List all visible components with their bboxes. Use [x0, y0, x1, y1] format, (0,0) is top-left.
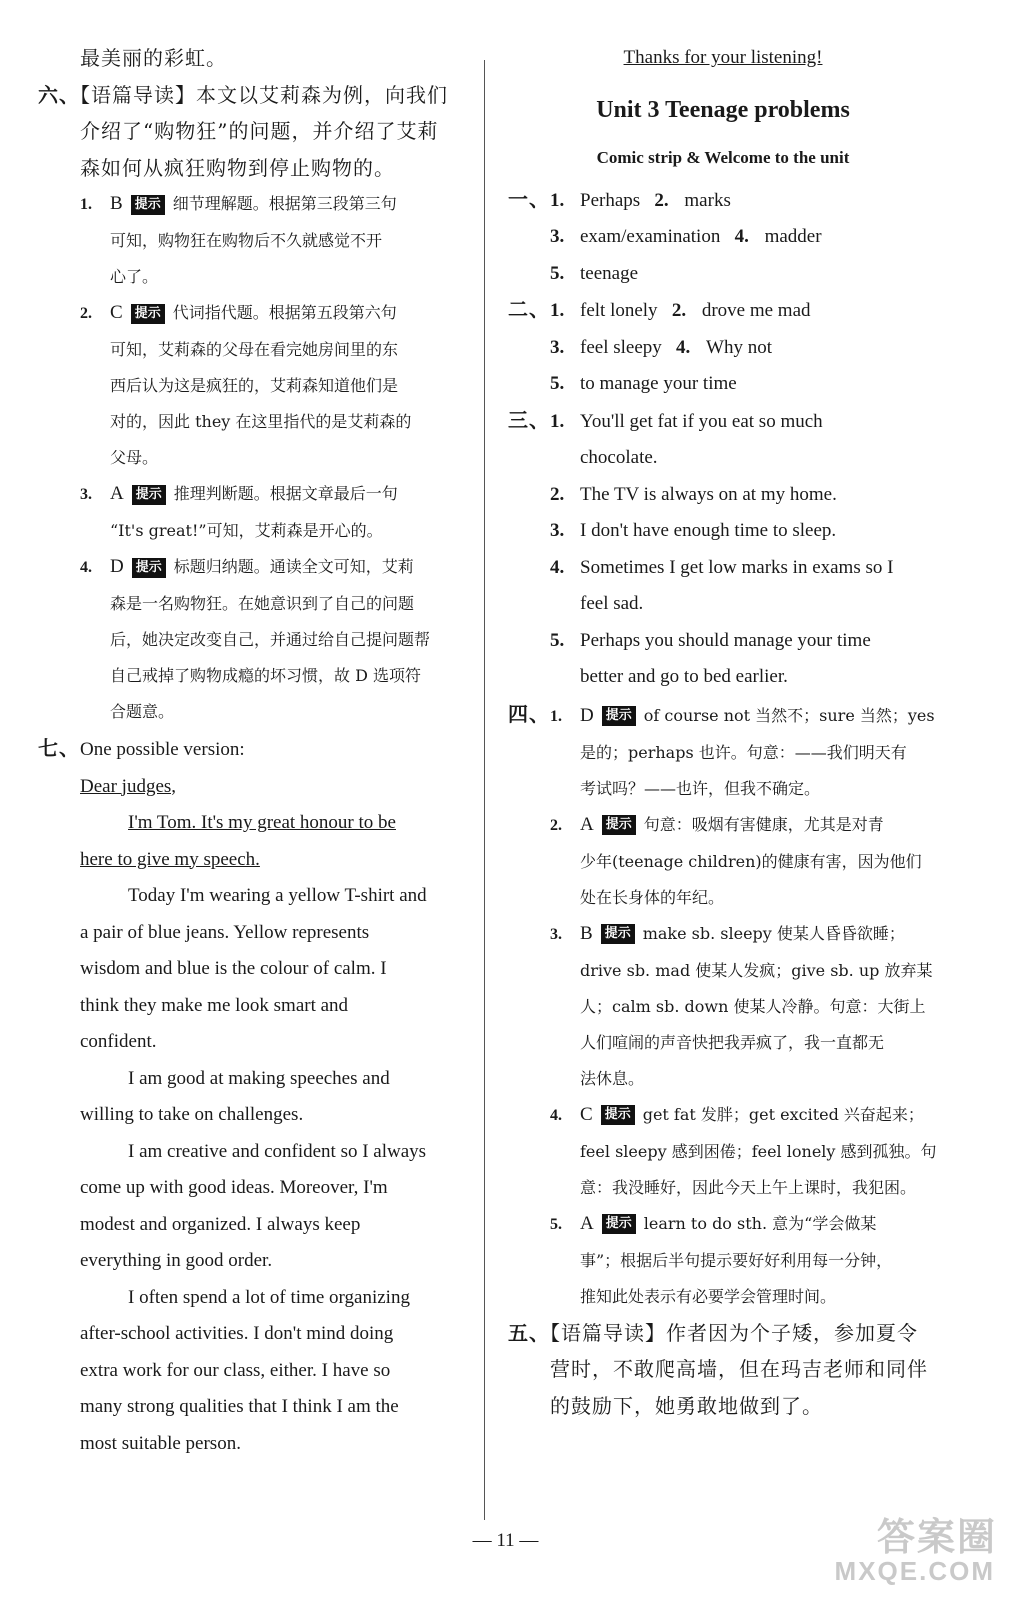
essay-line: willing to take on challenges.	[80, 1104, 304, 1125]
hint-badge: 提示	[131, 304, 165, 324]
left-column	[38, 40, 478, 1462]
essay-line: I'm Tom. It's my great honour to be	[128, 812, 396, 833]
section-3-row	[508, 403, 938, 441]
section-4-q1	[508, 696, 938, 735]
question-number: 3.	[550, 336, 565, 358]
essay-line: after-school activities. I don't mind doing	[80, 1323, 394, 1344]
hint-badge: 提示	[602, 1214, 636, 1234]
answer: drove me mad	[701, 300, 811, 321]
question-1	[38, 186, 478, 223]
section-number: 六、	[38, 82, 80, 107]
section-5	[508, 1315, 938, 1352]
section-3-row	[508, 513, 938, 550]
essay-greeting: Dear judges,	[80, 775, 177, 797]
essay-line: wisdom and blue is the colour of calm. I	[80, 958, 387, 979]
answer: Perhaps you should manage your time	[580, 629, 871, 651]
text-line: 介绍了“购物狂”的问题，并介绍了艾莉	[80, 119, 439, 143]
essay-line: everything in good order.	[80, 1250, 273, 1271]
text-line: feel sleepy 感到困倦；feel lonely 感到孤独。句	[580, 1141, 937, 1161]
hint-badge: 提示	[601, 1105, 635, 1125]
answer: teenage	[580, 262, 639, 284]
section-7	[38, 730, 478, 769]
text-line: 父母。	[110, 448, 159, 467]
section-number: 三、	[508, 409, 550, 432]
essay-line: come up with good ideas. Moreover, I'm	[80, 1177, 388, 1198]
reading-guide: 【语篇导读】作者因为个子矮，参加夏令	[550, 1320, 918, 1345]
text-line: 是的；perhaps 也许。句意：——我们明天有	[580, 742, 907, 762]
question-number: 4.	[550, 556, 565, 578]
page-number: — 11 —	[472, 1530, 539, 1551]
answer-continuation: chocolate.	[580, 447, 658, 468]
right-column	[508, 40, 938, 1424]
text-line: 可知，购物狂在购物后不久就感觉不开	[110, 231, 383, 250]
text-line: 处在长身体的年纪。	[580, 887, 725, 907]
section-2-row	[508, 366, 938, 403]
explanation: 标题归纳题。通读全文可知，艾莉	[173, 557, 414, 576]
section-intro: One possible version:	[80, 739, 245, 760]
answer: felt lonely	[580, 300, 658, 321]
question-number: 1.	[80, 196, 92, 213]
question-number: 1.	[550, 707, 562, 725]
column-divider	[484, 60, 485, 1520]
reading-guide: 【语篇导读】本文以艾莉森为例，向我们	[80, 82, 448, 107]
answer: A	[580, 1212, 594, 1234]
question-number: 3.	[550, 226, 565, 247]
explanation: 推理判断题。根据文章最后一句	[173, 484, 398, 503]
answer: The TV is always on at my home.	[580, 483, 837, 505]
section-4-q2	[508, 807, 938, 844]
answer: to manage your time	[580, 373, 737, 394]
essay-line: modest and organized. I always keep	[80, 1213, 361, 1235]
answer: feel sleepy	[580, 336, 662, 358]
answer: marks	[684, 189, 731, 211]
question-4	[38, 549, 478, 586]
question-number: 3.	[550, 925, 562, 943]
answer: C	[110, 302, 123, 323]
section-number: 一、	[508, 188, 550, 211]
text-line: 推知此处表示有必要学会管理时间。	[580, 1286, 837, 1306]
text-line: “It's great!”可知，艾莉森是开心的。	[110, 521, 383, 540]
question-number: 5.	[550, 373, 565, 394]
essay-line: most suitable person.	[80, 1432, 241, 1454]
section-6	[38, 77, 478, 114]
section-number: 七、	[38, 736, 80, 760]
question-2	[38, 295, 478, 332]
text-line: 心了。	[110, 267, 159, 286]
text-line: drive sb. mad 使某人发疯；give sb. up 放弃某	[580, 960, 933, 980]
hint-badge: 提示	[602, 706, 636, 726]
text-line: 西后认为这是疯狂的，艾莉森知道他们是	[110, 376, 399, 395]
answer: A	[580, 813, 594, 835]
section-3-row	[508, 550, 938, 587]
section-1-row	[508, 256, 938, 293]
question-number: 5.	[550, 1215, 562, 1233]
text-line: 事”；根据后半句提示要好好利用每一分钟，	[580, 1250, 893, 1270]
text-line: 可知，艾莉森的父母在看完她房间里的东	[110, 340, 399, 359]
answer: B	[110, 193, 123, 214]
question-number: 2.	[550, 483, 565, 505]
explanation: of course not 当然不；sure 当然；yes	[643, 705, 935, 725]
hint-badge: 提示	[131, 195, 165, 215]
explanation: get fat 发胖；get excited 兴奋起来；	[642, 1104, 924, 1124]
answer: D	[580, 704, 594, 726]
text-line: 意：我没睡好，因此今天上午上课时，我犯困。	[580, 1177, 917, 1197]
hint-badge: 提示	[132, 485, 166, 505]
question-3	[38, 476, 478, 513]
section-4-q5	[508, 1206, 938, 1243]
question-number: 2.	[80, 305, 92, 322]
answer-continuation: better and go to bed earlier.	[580, 666, 788, 687]
answer: Why not	[706, 336, 772, 358]
essay-line: confident.	[80, 1031, 157, 1052]
section-number: 五、	[508, 1320, 550, 1345]
answer: B	[580, 922, 593, 944]
text-line: 少年(teenage children)的健康有害，因为他们	[580, 851, 922, 871]
explanation: learn to do sth. 意为“学会做某	[643, 1213, 877, 1233]
answer: I don't have enough time to sleep.	[580, 520, 837, 541]
unit-title: Unit 3 Teenage problems	[596, 96, 850, 123]
section-4-q3	[508, 916, 938, 953]
text-line: 人们喧闹的声音快把我弄疯了，我一直都无	[580, 1032, 885, 1052]
text-line: 法休息。	[580, 1068, 645, 1088]
watermark-logo: 答案圈	[876, 1517, 997, 1559]
explanation: 代词指代题。根据第五段第六句	[172, 303, 397, 322]
answer: exam/examination	[580, 226, 721, 247]
hint-badge: 提示	[602, 815, 636, 835]
section-3-row	[508, 623, 938, 660]
hint-badge: 提示	[601, 924, 635, 944]
question-number: 2.	[550, 816, 562, 834]
text-line: 人；calm sb. down 使某人冷静。句意：大街上	[580, 996, 926, 1016]
text-line: 后，她决定改变自己，并通过给自己提问题帮	[110, 630, 431, 649]
explanation: 细节理解题。根据第三段第三句	[172, 194, 397, 213]
question-number: 3.	[80, 486, 92, 503]
section-4-q4	[508, 1097, 938, 1134]
essay-line: here to give my speech.	[80, 848, 260, 870]
text-line: 对的，因此 they 在这里指代的是艾莉森的	[110, 412, 412, 431]
text-line: 营时，不敢爬高墙，但在玛吉老师和同伴	[550, 1357, 928, 1381]
question-number: 4.	[550, 1106, 562, 1124]
lesson-subtitle: Comic strip & Welcome to the unit	[596, 147, 850, 167]
essay-line: I am good at making speeches and	[128, 1067, 390, 1089]
answer: Sometimes I get low marks in exams so I	[580, 556, 894, 578]
question-number: 1.	[550, 410, 565, 432]
answer: madder	[764, 226, 822, 247]
question-number: 4.	[676, 336, 691, 358]
watermark-url: MXQE.COM	[834, 1556, 995, 1586]
answer: C	[580, 1103, 593, 1125]
answer: D	[110, 556, 124, 577]
hint-badge: 提示	[132, 558, 166, 578]
essay-line: extra work for our class, either. I have so	[80, 1359, 391, 1381]
essay-line: I often spend a lot of time organizing	[128, 1286, 410, 1308]
essay-line: many strong qualities that I think I am the	[80, 1396, 399, 1417]
answer: You'll get fat if you eat so much	[580, 410, 823, 432]
section-1-row	[508, 219, 938, 256]
text-line: 森是一名购物狂。在她意识到了自己的问题	[110, 594, 415, 613]
text-line: 森如何从疯狂购物到停止购物的。	[80, 155, 395, 180]
explanation: 句意：吸烟有害健康，尤其是对青	[643, 814, 884, 834]
essay-line: Today I'm wearing a yellow T-shirt and	[128, 885, 427, 906]
answer-continuation: feel sad.	[580, 593, 644, 614]
question-number: 1.	[550, 189, 565, 211]
section-number: 四、	[508, 701, 550, 726]
section-2-row	[508, 330, 938, 367]
answer: Perhaps	[580, 189, 641, 211]
text-line: 最美丽的彩虹。	[80, 46, 227, 70]
question-number: 1.	[550, 300, 565, 321]
text-line: 的鼓励下，她勇敢地做到了。	[550, 1393, 823, 1418]
question-number: 3.	[550, 520, 565, 541]
question-number: 2.	[654, 189, 669, 211]
question-number: 2.	[671, 300, 687, 321]
text-line: 自己戒掉了购物成瘾的坏习惯，故 D 选项符	[110, 666, 422, 685]
question-number: 5.	[550, 262, 565, 284]
essay-line: I am creative and confident so I always	[128, 1140, 427, 1162]
section-2-row	[508, 292, 938, 330]
question-number: 5.	[550, 629, 565, 651]
text-line: 合题意。	[110, 702, 175, 721]
section-3-row	[508, 477, 938, 514]
answer: A	[110, 483, 124, 504]
text-line: 考试吗？——也许，但我不确定。	[580, 778, 821, 798]
explanation: make sb. sleepy 使某人昏昏欲睡；	[642, 923, 905, 943]
closing-line: Thanks for your listening!	[623, 47, 823, 68]
essay-line: think they make me look smart and	[80, 994, 349, 1016]
section-1-row	[508, 182, 938, 220]
question-number: 4.	[734, 226, 749, 247]
section-number: 二、	[508, 299, 550, 321]
question-number: 4.	[80, 559, 92, 576]
essay-line: a pair of blue jeans. Yellow represents	[80, 921, 370, 943]
